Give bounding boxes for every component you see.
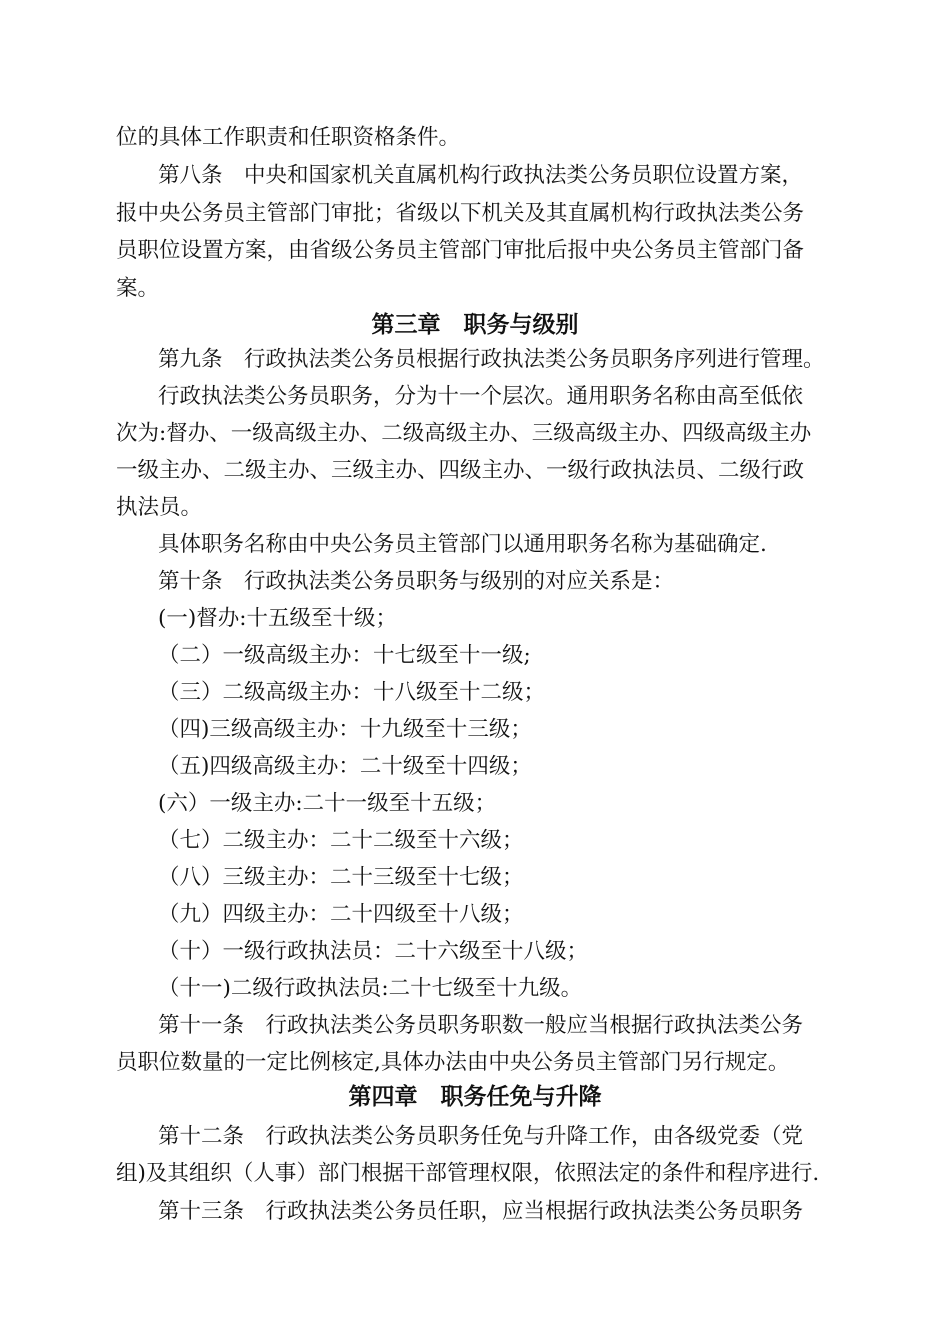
chapter-3-heading: 第三章 职务与级别	[371, 312, 579, 338]
list-item: （二）一级高级主办：十七级至十一级;	[158, 643, 531, 668]
text-line: 具体职务名称由中央公务员主管部门以通用职务名称为基础确定.	[158, 532, 767, 557]
article-12-line: 第十二条 行政执法类公务员职务任免与升降工作，由各级党委（党	[158, 1124, 804, 1149]
list-item: (六）一级主办:二十一级至十五级；	[158, 791, 497, 816]
text-line: 组)及其组织（人事）部门根据干部管理权限，依照法定的条件和程序进行.	[116, 1161, 820, 1186]
text-line: 行政执法类公务员职务，分为十一个层次。通用职务名称由高至低依	[158, 384, 804, 409]
list-item: （十一)二级行政执法员:二十七级至十九级。	[158, 976, 583, 1001]
text-line: 一级主办、二级主办、三级主办、四级主办、一级行政执法员、二级行政	[116, 458, 805, 483]
text-line: 执法员。	[116, 495, 203, 520]
list-item: (一)督办:十五级至十级；	[158, 606, 398, 631]
list-item: （七）二级主办：二十二级至十六级；	[158, 828, 524, 853]
text-line: 案。	[116, 276, 160, 301]
article-8-line: 第八条 中央和国家机关直属机构行政执法类公务员职位设置方案，	[158, 163, 804, 188]
chapter-4-heading: 第四章 职务任免与升降	[348, 1084, 602, 1110]
article-13-line: 第十三条 行政执法类公务员任职，应当根据行政执法类公务员职务	[158, 1199, 804, 1224]
text-line: 报中央公务员主管部门审批；省级以下机关及其直属机构行政执法类公务	[116, 201, 805, 226]
list-item: （三）二级高级主办：十八级至十二级；	[158, 680, 546, 705]
list-item: （八）三级主办：二十三级至十七级；	[158, 865, 524, 890]
article-11-line: 第十一条 行政执法类公务员职务职数一般应当根据行政执法类公务	[158, 1013, 804, 1038]
list-item: （九）四级主办：二十四级至十八级；	[158, 902, 524, 927]
text-line: 位的具体工作职责和任职资格条件。	[116, 125, 461, 150]
article-10-line: 第十条 行政执法类公务员职务与级别的对应关系是：	[158, 569, 675, 594]
list-item: （五)四级高级主办：二十级至十四级；	[158, 754, 532, 779]
text-line: 员职位设置方案，由省级公务员主管部门审批后报中央公务员主管部门备	[116, 238, 805, 263]
list-item: （十）一级行政执法员：二十六级至十八级；	[158, 939, 589, 964]
text-line: 次为:督办、一级高级主办、二级高级主办、三级高级主办、四级高级主办	[116, 421, 812, 446]
list-item: （四)三级高级主办：十九级至十三级；	[158, 717, 532, 742]
article-9-line: 第九条 行政执法类公务员根据行政执法类公务员职务序列进行管理。	[158, 347, 825, 372]
text-line: 员职位数量的一定比例核定,具体办法由中央公务员主管部门另行规定。	[116, 1050, 790, 1075]
